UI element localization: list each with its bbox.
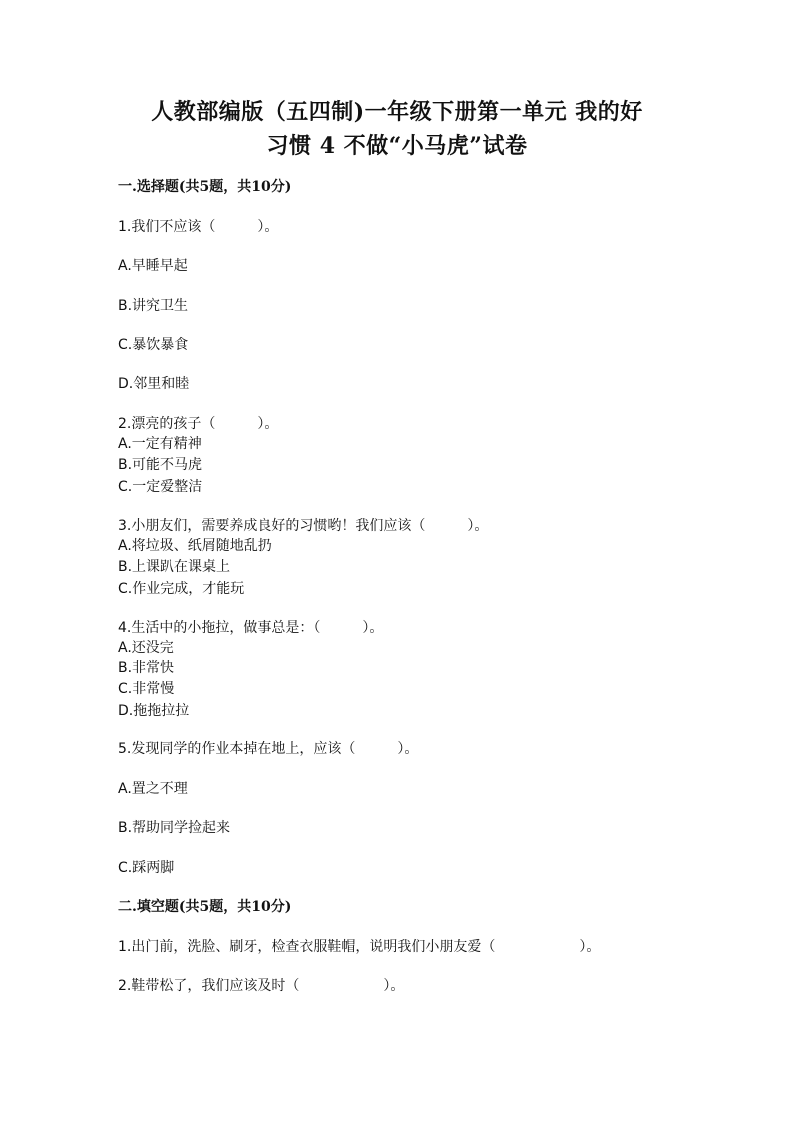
- question-stem: 5.发现同学的作业本掉在地上，应该（ ）。: [118, 741, 419, 757]
- answer-option: B.可能不马虎: [118, 457, 203, 473]
- answer-option: D.邻里和睦: [118, 376, 190, 392]
- question-stem: 1.我们不应该（ ）。: [118, 219, 279, 235]
- fill-in-question: 2.鞋带松了，我们应该及时（ ）。: [118, 978, 405, 994]
- answer-option: C.一定爱整洁: [118, 479, 203, 495]
- answer-option: D.拖拖拉拉: [118, 703, 190, 719]
- question-stem: 3.小朋友们，需要养成良好的习惯哟！我们应该（ ）。: [118, 518, 489, 534]
- section-heading-multiple-choice: 一.选择题(共5题，共10分): [118, 179, 292, 195]
- answer-option: C.暴饮暴食: [118, 337, 189, 353]
- answer-option: C.作业完成，才能玩: [118, 581, 245, 597]
- answer-option: B.非常快: [118, 660, 175, 676]
- page-title-line-2: 习惯 4 不做“小马虎”试卷: [266, 133, 528, 159]
- answer-option: B.帮助同学捡起来: [118, 820, 231, 836]
- section-heading-fill-in: 二.填空题(共5题，共10分): [118, 899, 292, 915]
- answer-option: B.讲究卫生: [118, 298, 189, 314]
- answer-option: A.将垃圾、纸屑随地乱扔: [118, 538, 272, 554]
- answer-option: A.早睡早起: [118, 258, 188, 274]
- answer-option: A.还没完: [118, 640, 174, 656]
- answer-option: B.上课趴在课桌上: [118, 559, 231, 575]
- answer-option: C.踩两脚: [118, 860, 175, 876]
- answer-option: C.非常慢: [118, 681, 175, 697]
- question-stem: 2.漂亮的孩子（ ）。: [118, 416, 279, 432]
- answer-option: A.一定有精神: [118, 436, 202, 452]
- question-stem: 4.生活中的小拖拉，做事总是：（ ）。: [118, 620, 384, 636]
- fill-in-question: 1.出门前，洗脸、刷牙，检查衣服鞋帽，说明我们小朋友爱（ ）。: [118, 939, 601, 955]
- answer-option: A.置之不理: [118, 781, 188, 797]
- page-title-line-1: 人教部编版（五四制)一年级下册第一单元 我的好: [151, 99, 643, 125]
